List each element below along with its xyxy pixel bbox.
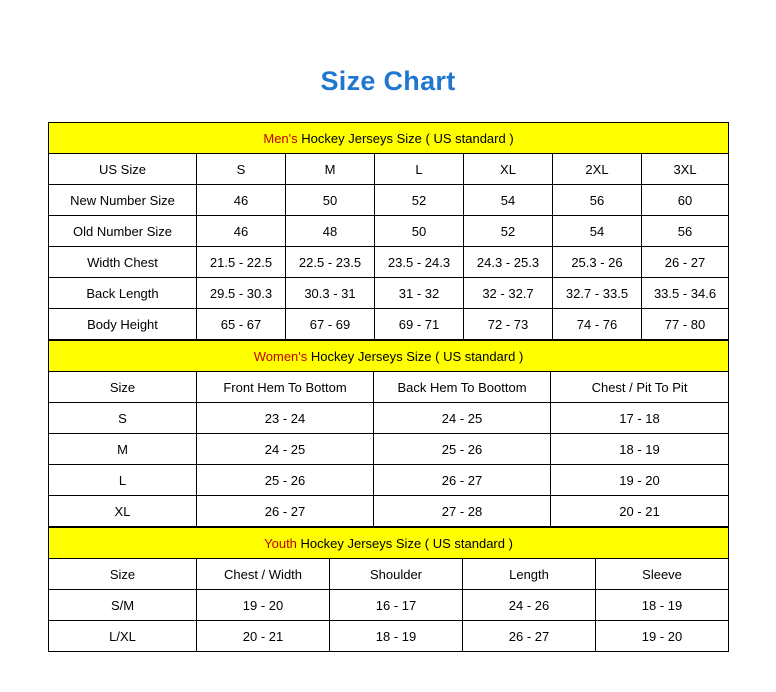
womens-header-cell-1: Front Hem To Bottom xyxy=(197,372,374,403)
table-header-row xyxy=(49,372,729,403)
mens-row-1-cell-3: 52 xyxy=(464,216,553,247)
page-title: Size Chart xyxy=(320,66,456,96)
table-header-row xyxy=(49,154,729,185)
mens-header-cell-6: 3XL xyxy=(642,154,729,185)
mens-row-4-cell-1: 67 - 69 xyxy=(286,309,375,340)
youth-row-0-cell-2: 24 - 26 xyxy=(463,590,596,621)
womens-band-title xyxy=(49,341,729,372)
youth-header-cell-0: Size xyxy=(49,559,197,590)
youth-row-0-cell-3: 18 - 19 xyxy=(596,590,729,621)
womens-row-2-cell-1: 26 - 27 xyxy=(374,465,551,496)
mens-row-4-cell-3: 72 - 73 xyxy=(464,309,553,340)
youth-header-cell-2: Shoulder xyxy=(330,559,463,590)
mens-row-0-label: New Number Size xyxy=(49,185,197,216)
womens-band-accent: Women's xyxy=(253,348,308,364)
table-row xyxy=(49,185,729,216)
youth-band-accent: Youth xyxy=(264,535,297,551)
youth-row-1-cell-2: 26 - 27 xyxy=(463,621,596,652)
mens-header-cell-4: XL xyxy=(464,154,553,185)
mens-row-3-cell-5: 33.5 - 34.6 xyxy=(642,278,729,309)
mens-row-2-cell-0: 21.5 - 22.5 xyxy=(197,247,286,278)
mens-row-0-cell-0: 46 xyxy=(197,185,286,216)
table-row xyxy=(49,403,729,434)
mens-row-4-label: Body Height xyxy=(49,309,197,340)
mens-row-3-cell-1: 30.3 - 31 xyxy=(286,278,375,309)
mens-header-cell-0: US Size xyxy=(49,154,197,185)
youth-row-1-cell-1: 18 - 19 xyxy=(330,621,463,652)
womens-row-1-label: M xyxy=(49,434,197,465)
youth-row-0-cell-0: 19 - 20 xyxy=(197,590,330,621)
youth-size-table xyxy=(48,527,729,652)
table-row xyxy=(49,465,729,496)
mens-row-4-cell-0: 65 - 67 xyxy=(197,309,286,340)
womens-header-cell-0: Size xyxy=(49,372,197,403)
womens-size-table xyxy=(48,340,729,527)
mens-band-rest: Hockey Jerseys Size ( US standard ) xyxy=(297,130,514,146)
mens-row-3-label: Back Length xyxy=(49,278,197,309)
mens-row-1-cell-1: 48 xyxy=(286,216,375,247)
table-row xyxy=(49,496,729,527)
mens-header-cell-2: M xyxy=(286,154,375,185)
mens-row-3-cell-4: 32.7 - 33.5 xyxy=(553,278,642,309)
youth-row-1-cell-3: 19 - 20 xyxy=(596,621,729,652)
womens-row-3-cell-2: 20 - 21 xyxy=(551,496,729,527)
table-header-row xyxy=(49,559,729,590)
table-row xyxy=(49,309,729,340)
mens-size-table xyxy=(48,122,729,340)
womens-row-0-label: S xyxy=(49,403,197,434)
table-row xyxy=(49,434,729,465)
table-row xyxy=(49,621,729,652)
mens-row-0-cell-3: 54 xyxy=(464,185,553,216)
womens-row-0-cell-2: 17 - 18 xyxy=(551,403,729,434)
mens-header-cell-1: S xyxy=(197,154,286,185)
mens-row-3-cell-2: 31 - 32 xyxy=(375,278,464,309)
mens-row-1-cell-5: 56 xyxy=(642,216,729,247)
youth-header-cell-1: Chest / Width xyxy=(197,559,330,590)
mens-row-4-cell-2: 69 - 71 xyxy=(375,309,464,340)
womens-header-cell-3: Chest / Pit To Pit xyxy=(551,372,729,403)
mens-band-accent: Men's xyxy=(263,130,298,146)
mens-header-cell-3: L xyxy=(375,154,464,185)
youth-row-1-cell-0: 20 - 21 xyxy=(197,621,330,652)
table-row xyxy=(49,216,729,247)
mens-row-1-cell-2: 50 xyxy=(375,216,464,247)
youth-band-title xyxy=(49,528,729,559)
mens-row-2-cell-1: 22.5 - 23.5 xyxy=(286,247,375,278)
youth-row-0-label: S/M xyxy=(49,590,197,621)
mens-row-2-cell-4: 25.3 - 26 xyxy=(553,247,642,278)
table-band-row xyxy=(49,341,729,372)
womens-row-1-cell-1: 25 - 26 xyxy=(374,434,551,465)
womens-row-2-label: L xyxy=(49,465,197,496)
table-row xyxy=(49,247,729,278)
womens-row-3-label: XL xyxy=(49,496,197,527)
mens-row-2-cell-5: 26 - 27 xyxy=(642,247,729,278)
mens-header-cell-5: 2XL xyxy=(553,154,642,185)
womens-row-2-cell-2: 19 - 20 xyxy=(551,465,729,496)
mens-row-3-cell-3: 32 - 32.7 xyxy=(464,278,553,309)
womens-row-3-cell-0: 26 - 27 xyxy=(197,496,374,527)
mens-row-4-cell-5: 77 - 80 xyxy=(642,309,729,340)
youth-header-cell-3: Length xyxy=(463,559,596,590)
womens-row-1-cell-2: 18 - 19 xyxy=(551,434,729,465)
mens-row-0-cell-2: 52 xyxy=(375,185,464,216)
youth-row-0-cell-1: 16 - 17 xyxy=(330,590,463,621)
table-row xyxy=(49,590,729,621)
mens-row-0-cell-5: 60 xyxy=(642,185,729,216)
mens-row-4-cell-4: 74 - 76 xyxy=(553,309,642,340)
mens-row-1-cell-4: 54 xyxy=(553,216,642,247)
mens-row-0-cell-4: 56 xyxy=(553,185,642,216)
womens-row-0-cell-0: 23 - 24 xyxy=(197,403,374,434)
youth-row-1-label: L/XL xyxy=(49,621,197,652)
mens-row-0-cell-1: 50 xyxy=(286,185,375,216)
womens-header-cell-2: Back Hem To Boottom xyxy=(374,372,551,403)
mens-row-2-cell-2: 23.5 - 24.3 xyxy=(375,247,464,278)
table-band-row xyxy=(49,123,729,154)
youth-header-cell-4: Sleeve xyxy=(596,559,729,590)
womens-row-2-cell-0: 25 - 26 xyxy=(197,465,374,496)
mens-row-3-cell-0: 29.5 - 30.3 xyxy=(197,278,286,309)
youth-band-rest: Hockey Jerseys Size ( US standard ) xyxy=(296,535,513,551)
table-band-row xyxy=(49,528,729,559)
mens-row-1-cell-0: 46 xyxy=(197,216,286,247)
mens-row-1-label: Old Number Size xyxy=(49,216,197,247)
mens-row-2-cell-3: 24.3 - 25.3 xyxy=(464,247,553,278)
womens-row-3-cell-1: 27 - 28 xyxy=(374,496,551,527)
mens-band-title xyxy=(49,123,729,154)
table-row xyxy=(49,278,729,309)
mens-row-2-label: Width Chest xyxy=(49,247,197,278)
womens-band-rest: Hockey Jerseys Size ( US standard ) xyxy=(307,348,524,364)
womens-row-1-cell-0: 24 - 25 xyxy=(197,434,374,465)
womens-row-0-cell-1: 24 - 25 xyxy=(374,403,551,434)
size-chart-tables xyxy=(48,97,728,652)
